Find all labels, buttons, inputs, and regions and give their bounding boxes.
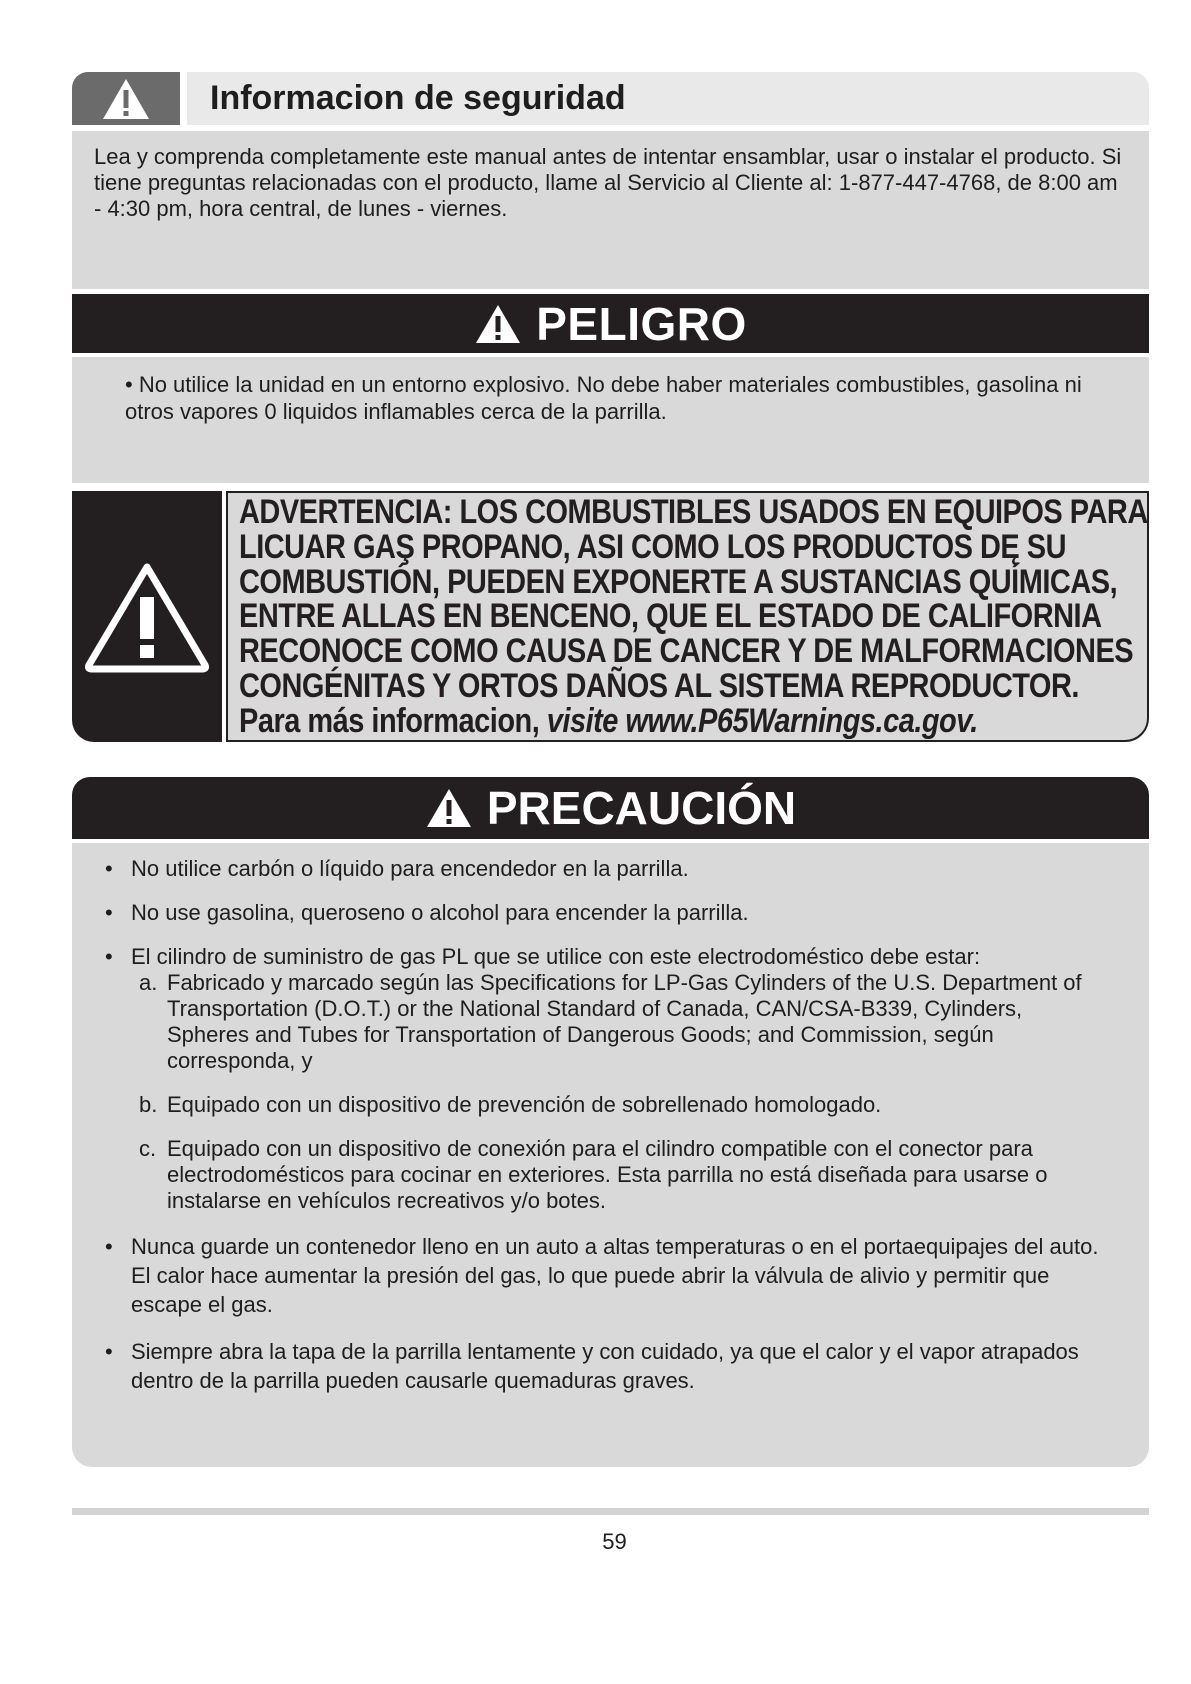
list-item: • Siempre abra la tapa de la parrilla lentamente y con cuidado, ya que el calor y el vapor atrapados dentro de la parrilla pueden causarle quemaduras graves. — [102, 1337, 1109, 1395]
advertencia-text-panel — [226, 491, 1149, 742]
peligro-title: PELIGRO — [536, 297, 747, 350]
sub-list-item — [131, 1136, 1109, 1214]
info-header-icon-box — [72, 72, 180, 125]
sub-item-letter: c. — [139, 1136, 157, 1161]
advertencia-more-info: Para más informacion, — [239, 701, 547, 740]
sub-item-text: Equipado con un dispositivo de prevención de sobrellenado homologado. — [167, 1092, 882, 1117]
advertencia-line: LICUAR GAŞ PROPANO, ASI COMO LOS PRODUCTOS DĘ SU — [239, 527, 1067, 566]
info-title: Informacion de seguridad — [187, 72, 1149, 125]
sub-list-item — [131, 1092, 1109, 1118]
precaucion-body — [72, 843, 1149, 1467]
advertencia-icon-panel — [72, 491, 222, 742]
page-number: 59 — [602, 1529, 627, 1554]
list-item: • Nunca guarde un contenedor lleno en un auto a altas temperaturas o en el portaequipajes del auto. El calor hace aumentar la presión del gas, lo que puede abrir la válvula de alivio y permitir que escape el gas. — [102, 1232, 1109, 1319]
warning-triangle-icon — [425, 787, 473, 829]
precaucion-title: PRECAUCIÓN — [486, 782, 797, 834]
sub-item-letter: b. — [139, 1092, 158, 1117]
warning-exclamation-icon — [101, 77, 151, 121]
sub-item-text: Equipado con un dispositivo de conexión para el cilindro compatible con el conector para electrodomésticos para cocinar en exteriores. Esta parrilla no está diseñada para usarse o instalarse en vehículos recreativos y/o botes. — [167, 1136, 1048, 1213]
cylinder-requirements-list — [131, 970, 1109, 1214]
footer-divider — [72, 1508, 1149, 1515]
warning-triangle-outline-icon — [83, 561, 211, 673]
advertencia-last-line — [239, 701, 995, 740]
sub-item-text: Fabricado y marcado según las Specifications for LP-Gas Cylinders of the U.S. Department of Transportation (D.O.T.) or the National Standard of Canada, CAN/CSA-B339, Cylinders, Spheres and Tubes for Transportation of Dangerous Goods; and Commission, según corresponda, y — [167, 970, 1082, 1073]
precaucion-header — [72, 777, 1149, 839]
sub-item-letter: a. — [139, 970, 158, 995]
advertencia-line: RECONOCE COMO CAUSA DE CANCER Y DE MALFORMACIONES — [239, 632, 1134, 671]
info-body-text: Lea y comprenda completamente este manual antes de intentar ensamblar, usar o instalar el producto. Si tiene preguntas relacionadas con el producto, llame al Servicio al Cliente al: 1-877-447-4768, de 8:00 am - 4:30 pm, hora central, de lunes - viernes. — [72, 131, 1149, 289]
list-item: • No use gasolina, queroseno o alcohol para encender la parrilla. — [102, 900, 1109, 926]
list-item: • No utilice carbón o líquido para encendedor en la parrilla. — [102, 856, 1109, 882]
advertencia-line: ENTRE ALLAS EN BENCENO, QUE EL ESTADO DE CALIFORNIA — [239, 597, 1102, 636]
list-item — [102, 944, 1109, 1214]
warning-triangle-icon — [474, 303, 522, 345]
advertencia-line: CONGÉNITAS Y ORTOS DAÑOS AL SISTEMA REPRODUCTOR. — [239, 666, 1079, 705]
advertencia-line: COMBUSTIÓN, PUEDEN EXPONERTE A SUSTANCIAS QUÍMICAS, — [239, 562, 1118, 601]
sub-list-item — [131, 970, 1109, 1074]
list-item-text: El cilindro de suministro de gas PL que se utilice con este electrodoméstico debe estar: — [131, 944, 981, 969]
peligro-header — [72, 294, 1149, 353]
advertencia-line: ADVERTENCIA: LOS COMBUSTIBLES USADOS EN EQUIPOS PARA — [239, 493, 1148, 531]
precaucion-list — [102, 856, 1109, 1395]
p65-warnings-link[interactable]: visite www.P65Warnings.ca.gov. — [546, 701, 978, 740]
peligro-body-text: • No utilice la unidad en un entorno explosivo. No debe haber materiales combustibles, gasolina ni otros vapores 0 liquidos inflamables cerca de la parrilla. — [72, 357, 1149, 483]
